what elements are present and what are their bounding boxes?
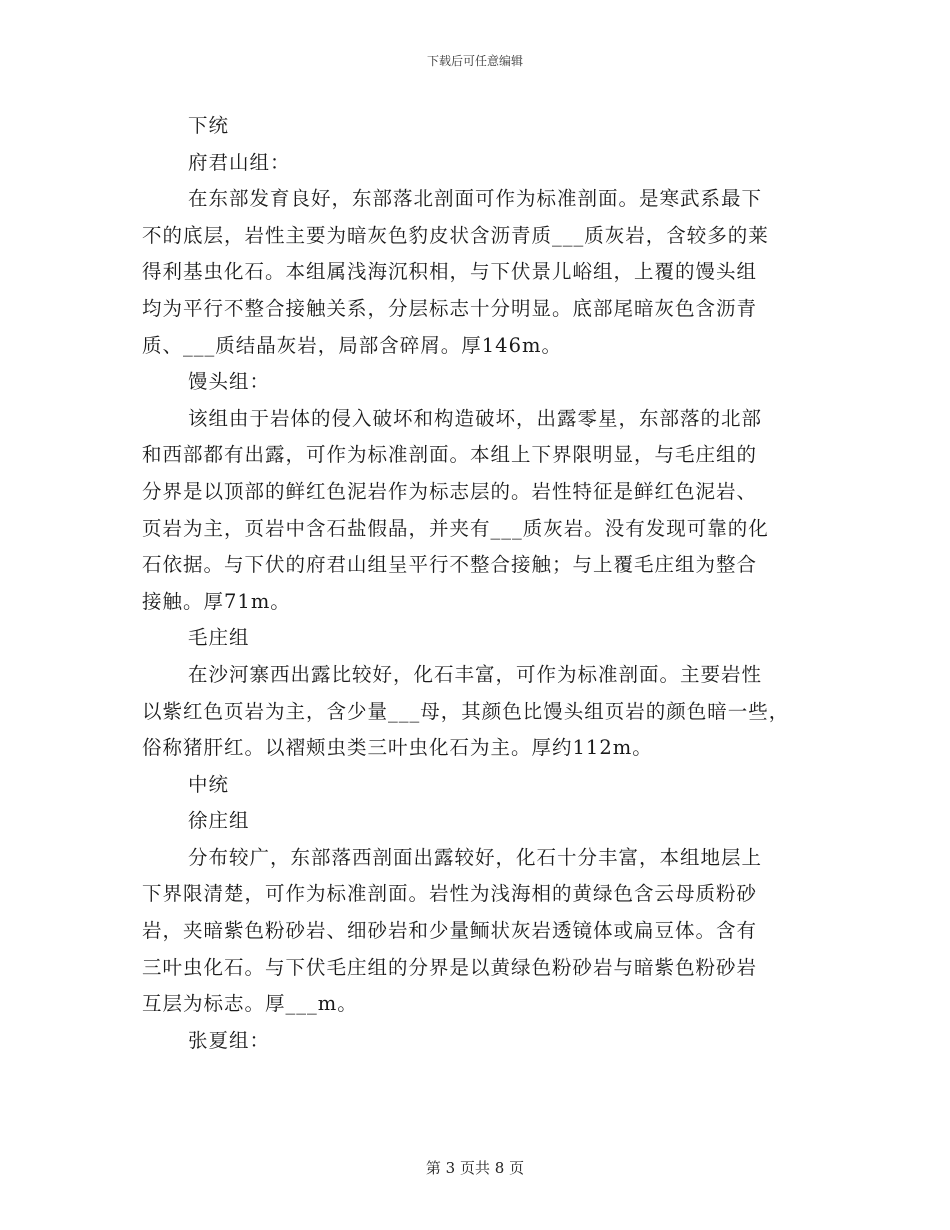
paragraph-line: 俗称猪肝红。以褶颊虫类三叶虫化石为主。厚约112m。 <box>142 736 653 760</box>
paragraph-line: 三叶虫化石。与下伏毛庄组的分界是以黄绿色粉砂岩与暗紫色粉砂岩 <box>142 955 758 979</box>
paragraph-line: 得利基虫化石。本组属浅海沉积相，与下伏景儿峪组，上覆的馒头组 <box>142 260 758 284</box>
heading-lower-series: 下统 <box>188 114 230 137</box>
heading-middle-series: 中统 <box>188 772 230 796</box>
paragraph-line: 不的底层，岩性主要为暗灰色豹皮状含沥青质___质灰岩，含较多的莱 <box>142 223 769 247</box>
paragraph-line: 石依据。与下伏的府君山组呈平行不整合接触；与上覆毛庄组为整合 <box>142 553 758 577</box>
page-number: 第 3 页共 8 页 <box>425 1159 525 1177</box>
heading-maozhuang: 毛庄组 <box>188 626 250 650</box>
paragraph-line: 质、___质结晶灰岩，局部含碎屑。厚146m。 <box>142 333 562 357</box>
paragraph-line: 和西部都有出露，可作为标准剖面。本组上下界限明显，与毛庄组的 <box>142 443 758 467</box>
paragraph-line: 均为平行不整合接触关系，分层标志十分明显。底部尾暗灰色含沥青 <box>142 296 758 320</box>
heading-mantou: 馒头组： <box>188 370 271 394</box>
paragraph-line: 互层为标志。厚___m。 <box>142 992 358 1016</box>
paragraph-line: 分界是以顶部的鲜红色泥岩作为标志层的。岩性特征是鲜红色泥岩、 <box>142 479 758 503</box>
paragraph-line: 下界限清楚，可作为标准剖面。岩性为浅海相的黄绿色含云母质粉砂 <box>142 882 758 906</box>
paragraph-line: 在东部发育良好，东部落北剖面可作为标准剖面。是寒武系最下 <box>188 187 763 211</box>
paragraph-line: 分布较广，东部落西剖面出露较好，化石十分丰富，本组地层上 <box>188 845 763 869</box>
paragraph-line: 该组由于岩体的侵入破坏和构造破坏，出露零星，东部落的北部 <box>188 406 763 430</box>
heading-xuzhuang: 徐庄组 <box>188 809 250 833</box>
page-header: 下载后可任意编辑 <box>426 54 523 68</box>
paragraph-line: 岩，夹暗紫色粉砂岩、细砂岩和少量鲕状灰岩透镜体或扁豆体。含有 <box>142 919 758 943</box>
heading-fujunshan: 府君山组： <box>188 150 291 174</box>
paragraph-line: 在沙河寨西出露比较好，化石丰富，可作为标准剖面。主要岩性 <box>188 662 763 686</box>
document-body <box>142 108 814 1059</box>
paragraph-line: 以紫红色页岩为主，含少量___母，其颜色比馒头组页岩的颜色暗一些， <box>142 699 790 723</box>
paragraph-line: 接触。厚71m。 <box>142 589 291 613</box>
paragraph-line: 页岩为主，页岩中含石盐假晶，并夹有___质灰岩。没有发现可靠的化 <box>142 516 769 540</box>
heading-zhangxia: 张夏组： <box>188 1028 271 1052</box>
